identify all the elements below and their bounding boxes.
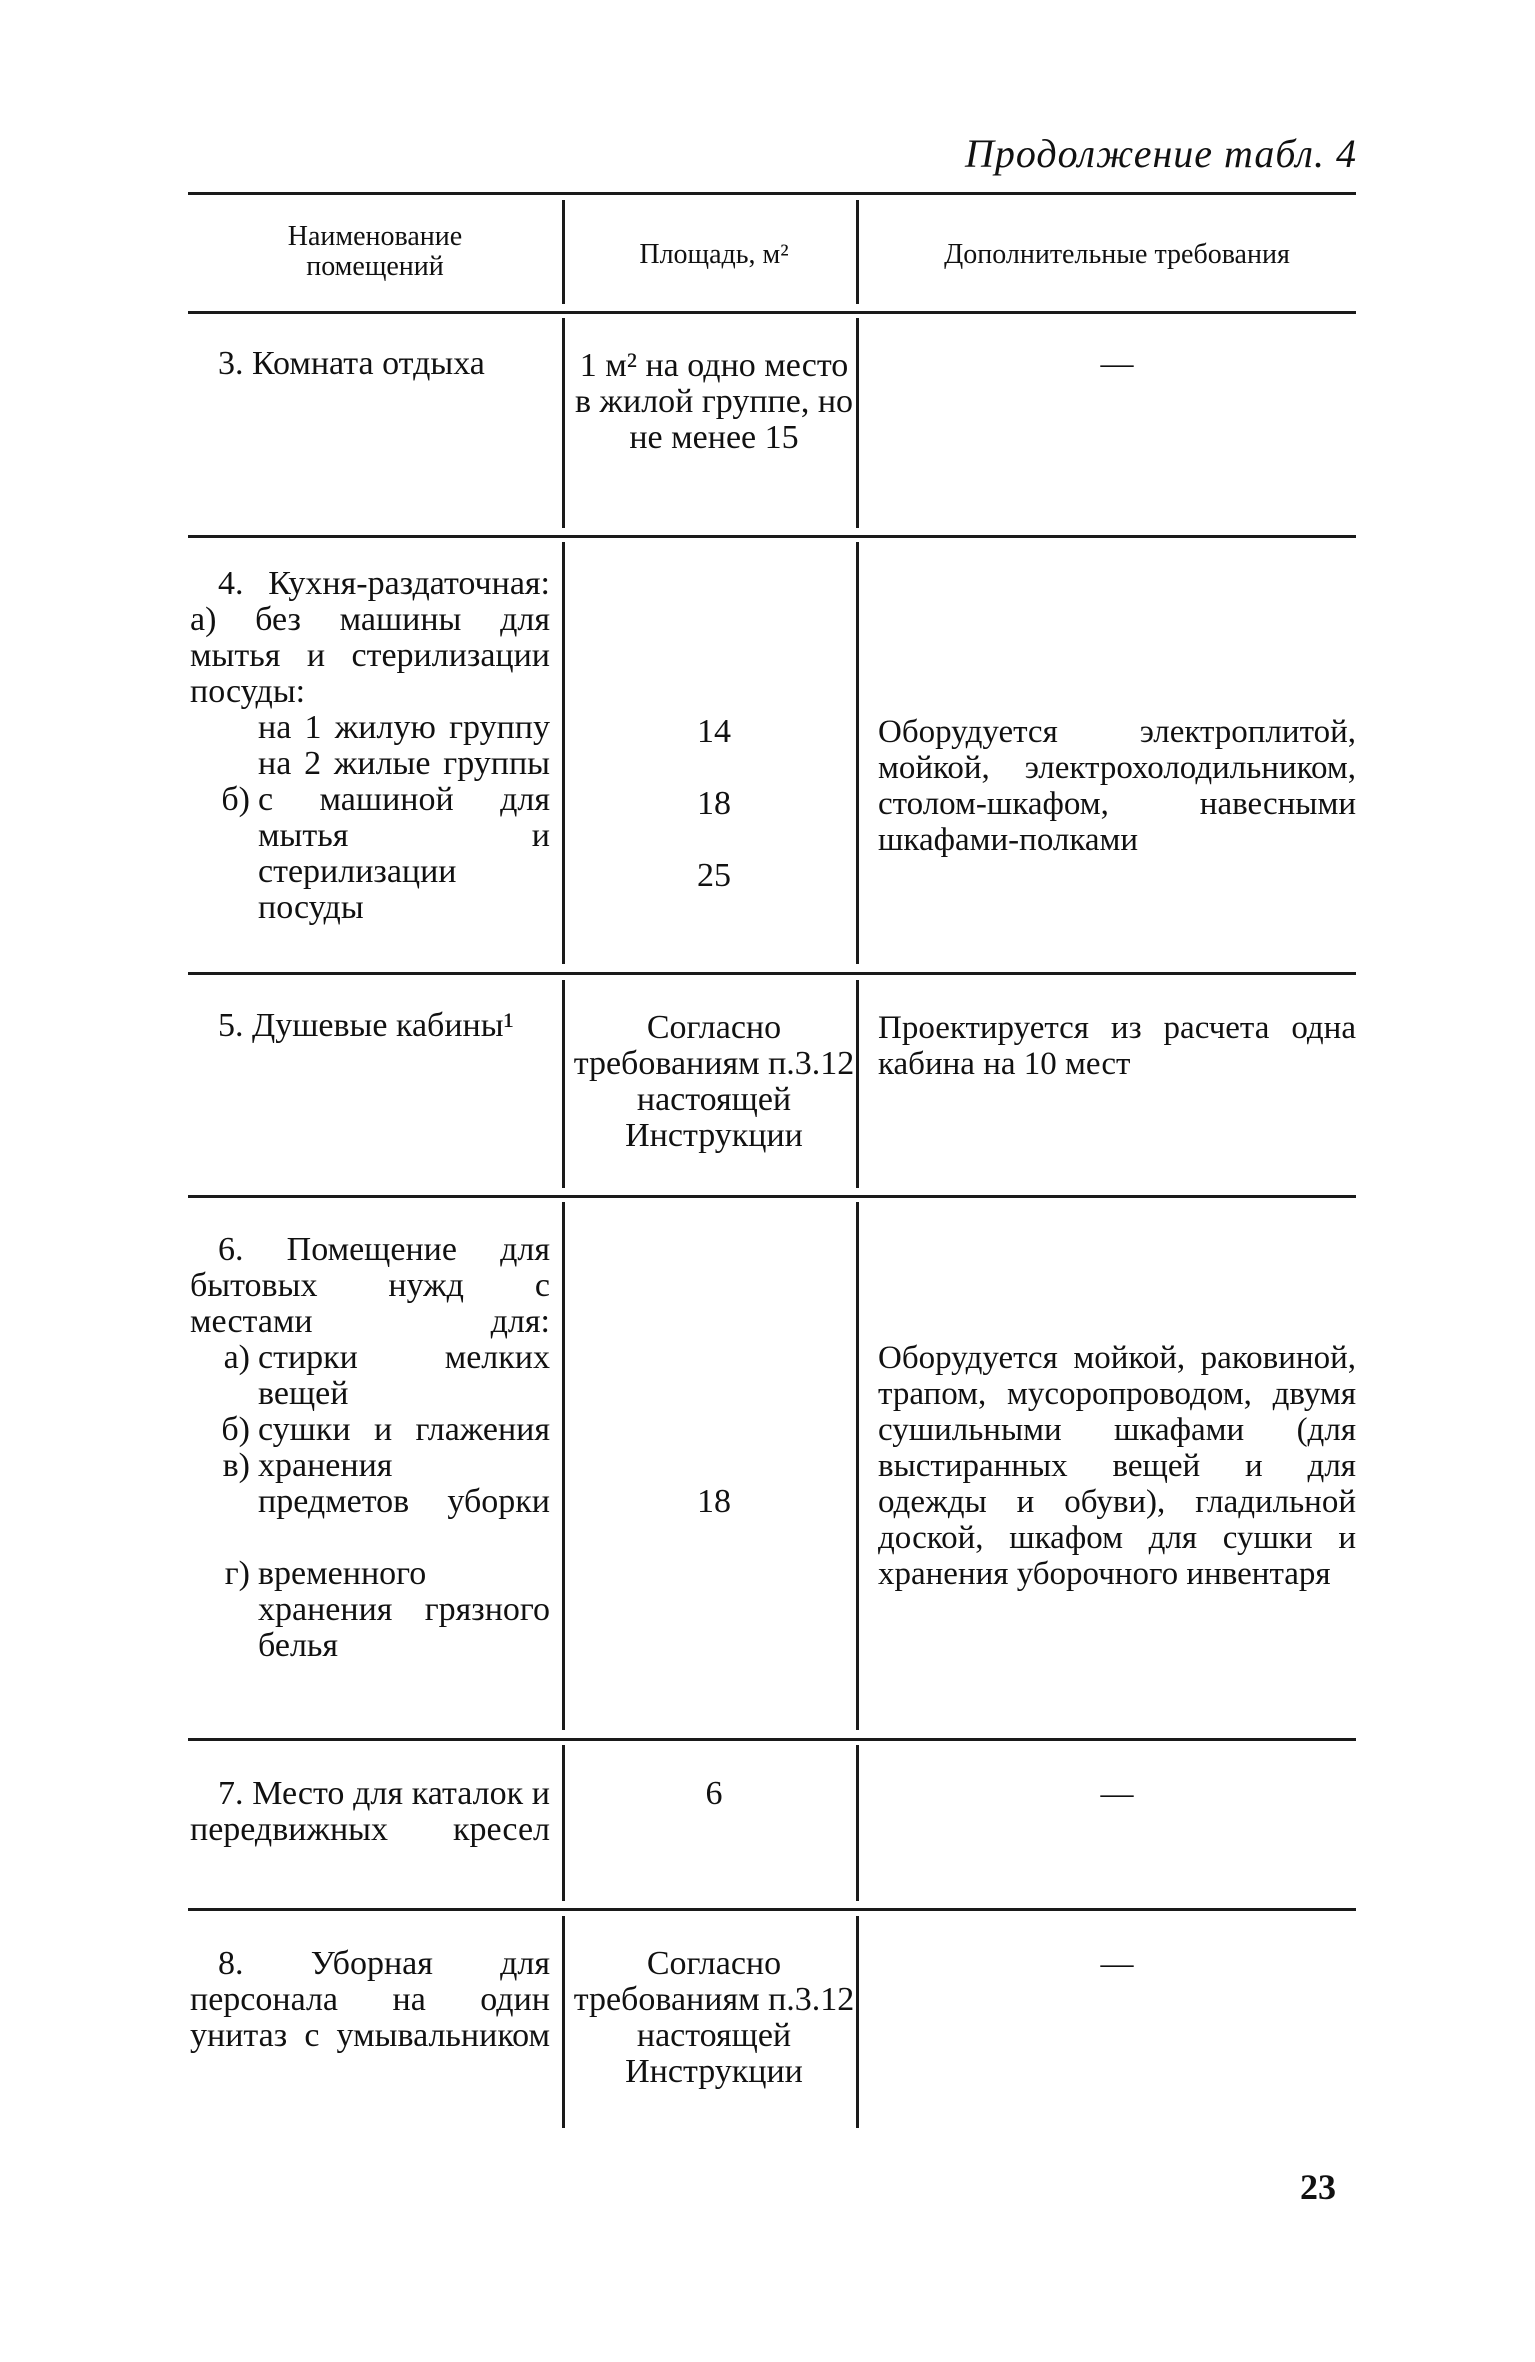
row4-requirements: Оборудуется электроплитой, мойкой, электрохолодильником, столом-шкафом, навесными шкафами-полками: [878, 714, 1356, 858]
row8-area: Согласно требованиям п.3.12 настоящей Инструкции: [573, 1945, 855, 2090]
row-divider: [188, 1908, 1356, 1911]
row-divider: [188, 535, 1356, 538]
row-divider: [188, 972, 1356, 975]
table-top-rule: [188, 192, 1356, 195]
column-divider: [856, 542, 859, 964]
column-divider: [562, 542, 565, 964]
row8-requirements: —: [1100, 1946, 1134, 1982]
row5-name: 5. Душевые кабины¹: [218, 1007, 514, 1044]
row4-name: [190, 566, 550, 926]
column-divider: [562, 1202, 565, 1730]
row7-name: 7. Место для каталок и передвижных кресел: [190, 1775, 550, 1848]
row3-requirements: —: [1100, 346, 1134, 382]
row7-area: 6: [705, 1775, 723, 1812]
header-bottom-rule: [188, 311, 1356, 314]
page-number: 23: [1300, 2167, 1336, 2207]
row5-area: Согласно требованиям п.3.12 настоящей Инструкции: [573, 1009, 855, 1154]
column-divider: [562, 1745, 565, 1901]
row4-sub-3-label: б): [221, 781, 250, 818]
row6-sub-d: г) временного хранения грязного белья: [224, 1555, 550, 1664]
row4-area-3: 25: [697, 857, 731, 894]
column-divider: [562, 980, 565, 1188]
row6-requirements: Оборудуется мойкой, раковиной, трапом, мусоропроводом, двумя сушильными шкафами (для выстиранных вещей и для одежды и обуви), гладильной доской, шкафом для сушки и хранения уборочного инвентаря: [878, 1340, 1356, 1592]
row3-name: 3. Комната отдыха: [218, 345, 485, 382]
row3-area: 1 м² на одно место в жилой группе, но не менее 15: [574, 347, 854, 456]
row4-sub-3: [190, 782, 550, 926]
column-divider: [856, 1202, 859, 1730]
row-divider: [188, 1738, 1356, 1741]
row6-sub-b: б) сушки и глажения: [221, 1411, 550, 1448]
header-requirements: Дополнительные требования: [944, 239, 1290, 270]
header-area: Площадь, м²: [639, 239, 789, 270]
column-divider: [562, 318, 565, 528]
table-caption: Продолжение табл. 4: [964, 131, 1357, 176]
row6-name: [190, 1232, 550, 1664]
row5-requirements: Проектируется из расчета одна кабина на 10 мест: [878, 1010, 1356, 1082]
row4-area-2: 18: [697, 785, 731, 822]
row4-area-1: 14: [697, 713, 731, 750]
row6-sub-c: в) хранения предметов уборки: [222, 1447, 550, 1520]
row8-name: 8. Уборная для персонала на один унитаз с умывальником: [190, 1945, 550, 2054]
row-divider: [188, 1195, 1356, 1198]
column-divider: [562, 200, 565, 304]
row4-sub-3-text: с машиной для мытья и стерилизации посуды: [258, 781, 550, 926]
row4-sub-1: на 1 жилую группу: [258, 709, 550, 746]
column-divider: [562, 1916, 565, 2128]
row4-sub-2: на 2 жилые группы: [258, 745, 550, 782]
column-divider: [856, 1745, 859, 1901]
row6-sub-a: а) стирки мелких вещей: [223, 1339, 550, 1412]
row4-intro: 4. Кухня-раздаточная: а) без машины для мытья и стерилизации посуды:: [190, 565, 550, 710]
header-name: Наименование помещений: [287, 221, 463, 282]
row7-requirements: —: [1100, 1776, 1134, 1812]
row6-area: 18: [697, 1483, 731, 1520]
row6-intro: 6. Помещение для бытовых нужд с местами для:: [190, 1231, 550, 1340]
